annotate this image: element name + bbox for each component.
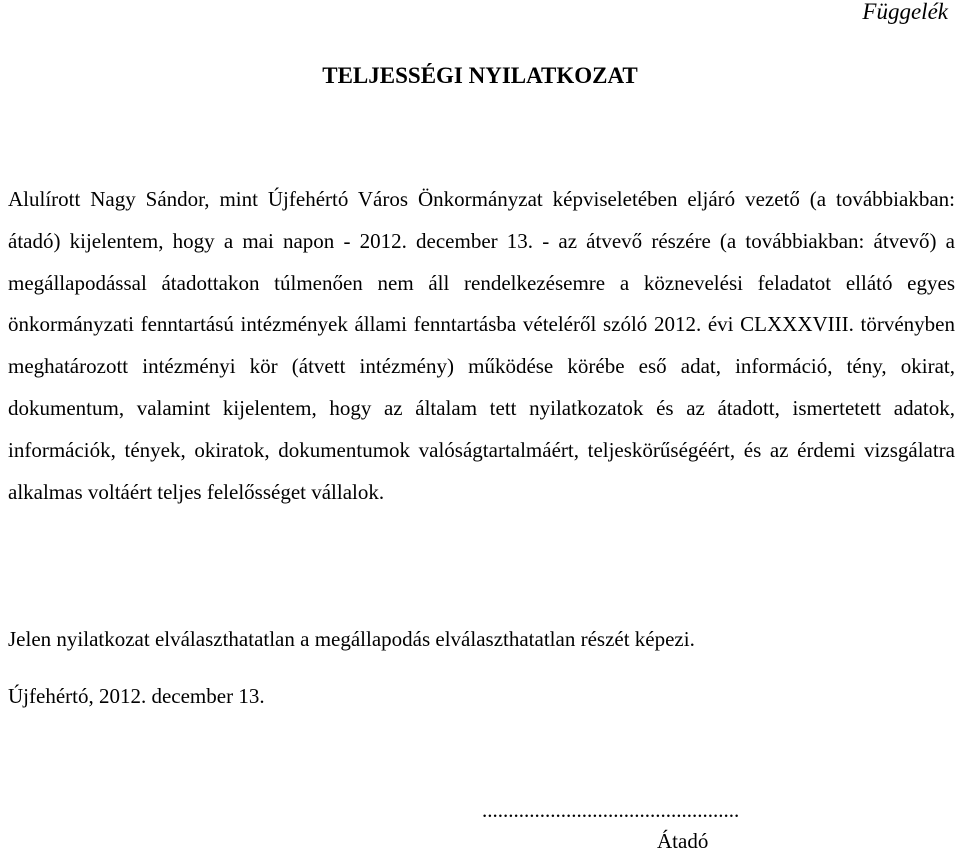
document-title: TELJESSÉGI NYILATKOZAT [322, 63, 638, 88]
place-and-date: Újfehértó, 2012. december 13. [8, 684, 265, 708]
signature-label: Átadó [657, 829, 709, 853]
inseparability-note: Jelen nyilatkozat elválaszthatatlan a megállapodás elválaszthatatlan részét képezi. [8, 627, 695, 651]
declaration-paragraph: Alulírott Nagy Sándor, mint Újfehértó Város Önkormányzat képviseletében eljáró vezető (a továbbiakban: átadó) kijelentem, hogy a mai napon - 2012. december 13. - az átvevő részére (a továbbiakban: átvevő) a megállapodással átadottakon túlmenően nem áll rendelkezésemre a köznevelési feladatot ellátó egyes önkormányzati fenntartású intézmények állami fenntartásba vételéről szóló 2012. évi CLXXXVIII. törvényben meghatározott intézményi kör (átvett intézmény) működése körébe eső adat, információ, tény, okirat, dokumentum, valamint kijelentem, hogy az általam tett nyilatkozatok és az átadott, ismertetett adatok, információk, tények, okiratok, dokumentumok valóságtartalmáért, teljeskörűségéért, és az érdemi vizsgálatra alkalmas voltáért teljes felelősséget vállalok. [8, 187, 955, 504]
signature-line: ................................................. [482, 798, 740, 822]
appendix-label: Függelék [862, 0, 948, 24]
